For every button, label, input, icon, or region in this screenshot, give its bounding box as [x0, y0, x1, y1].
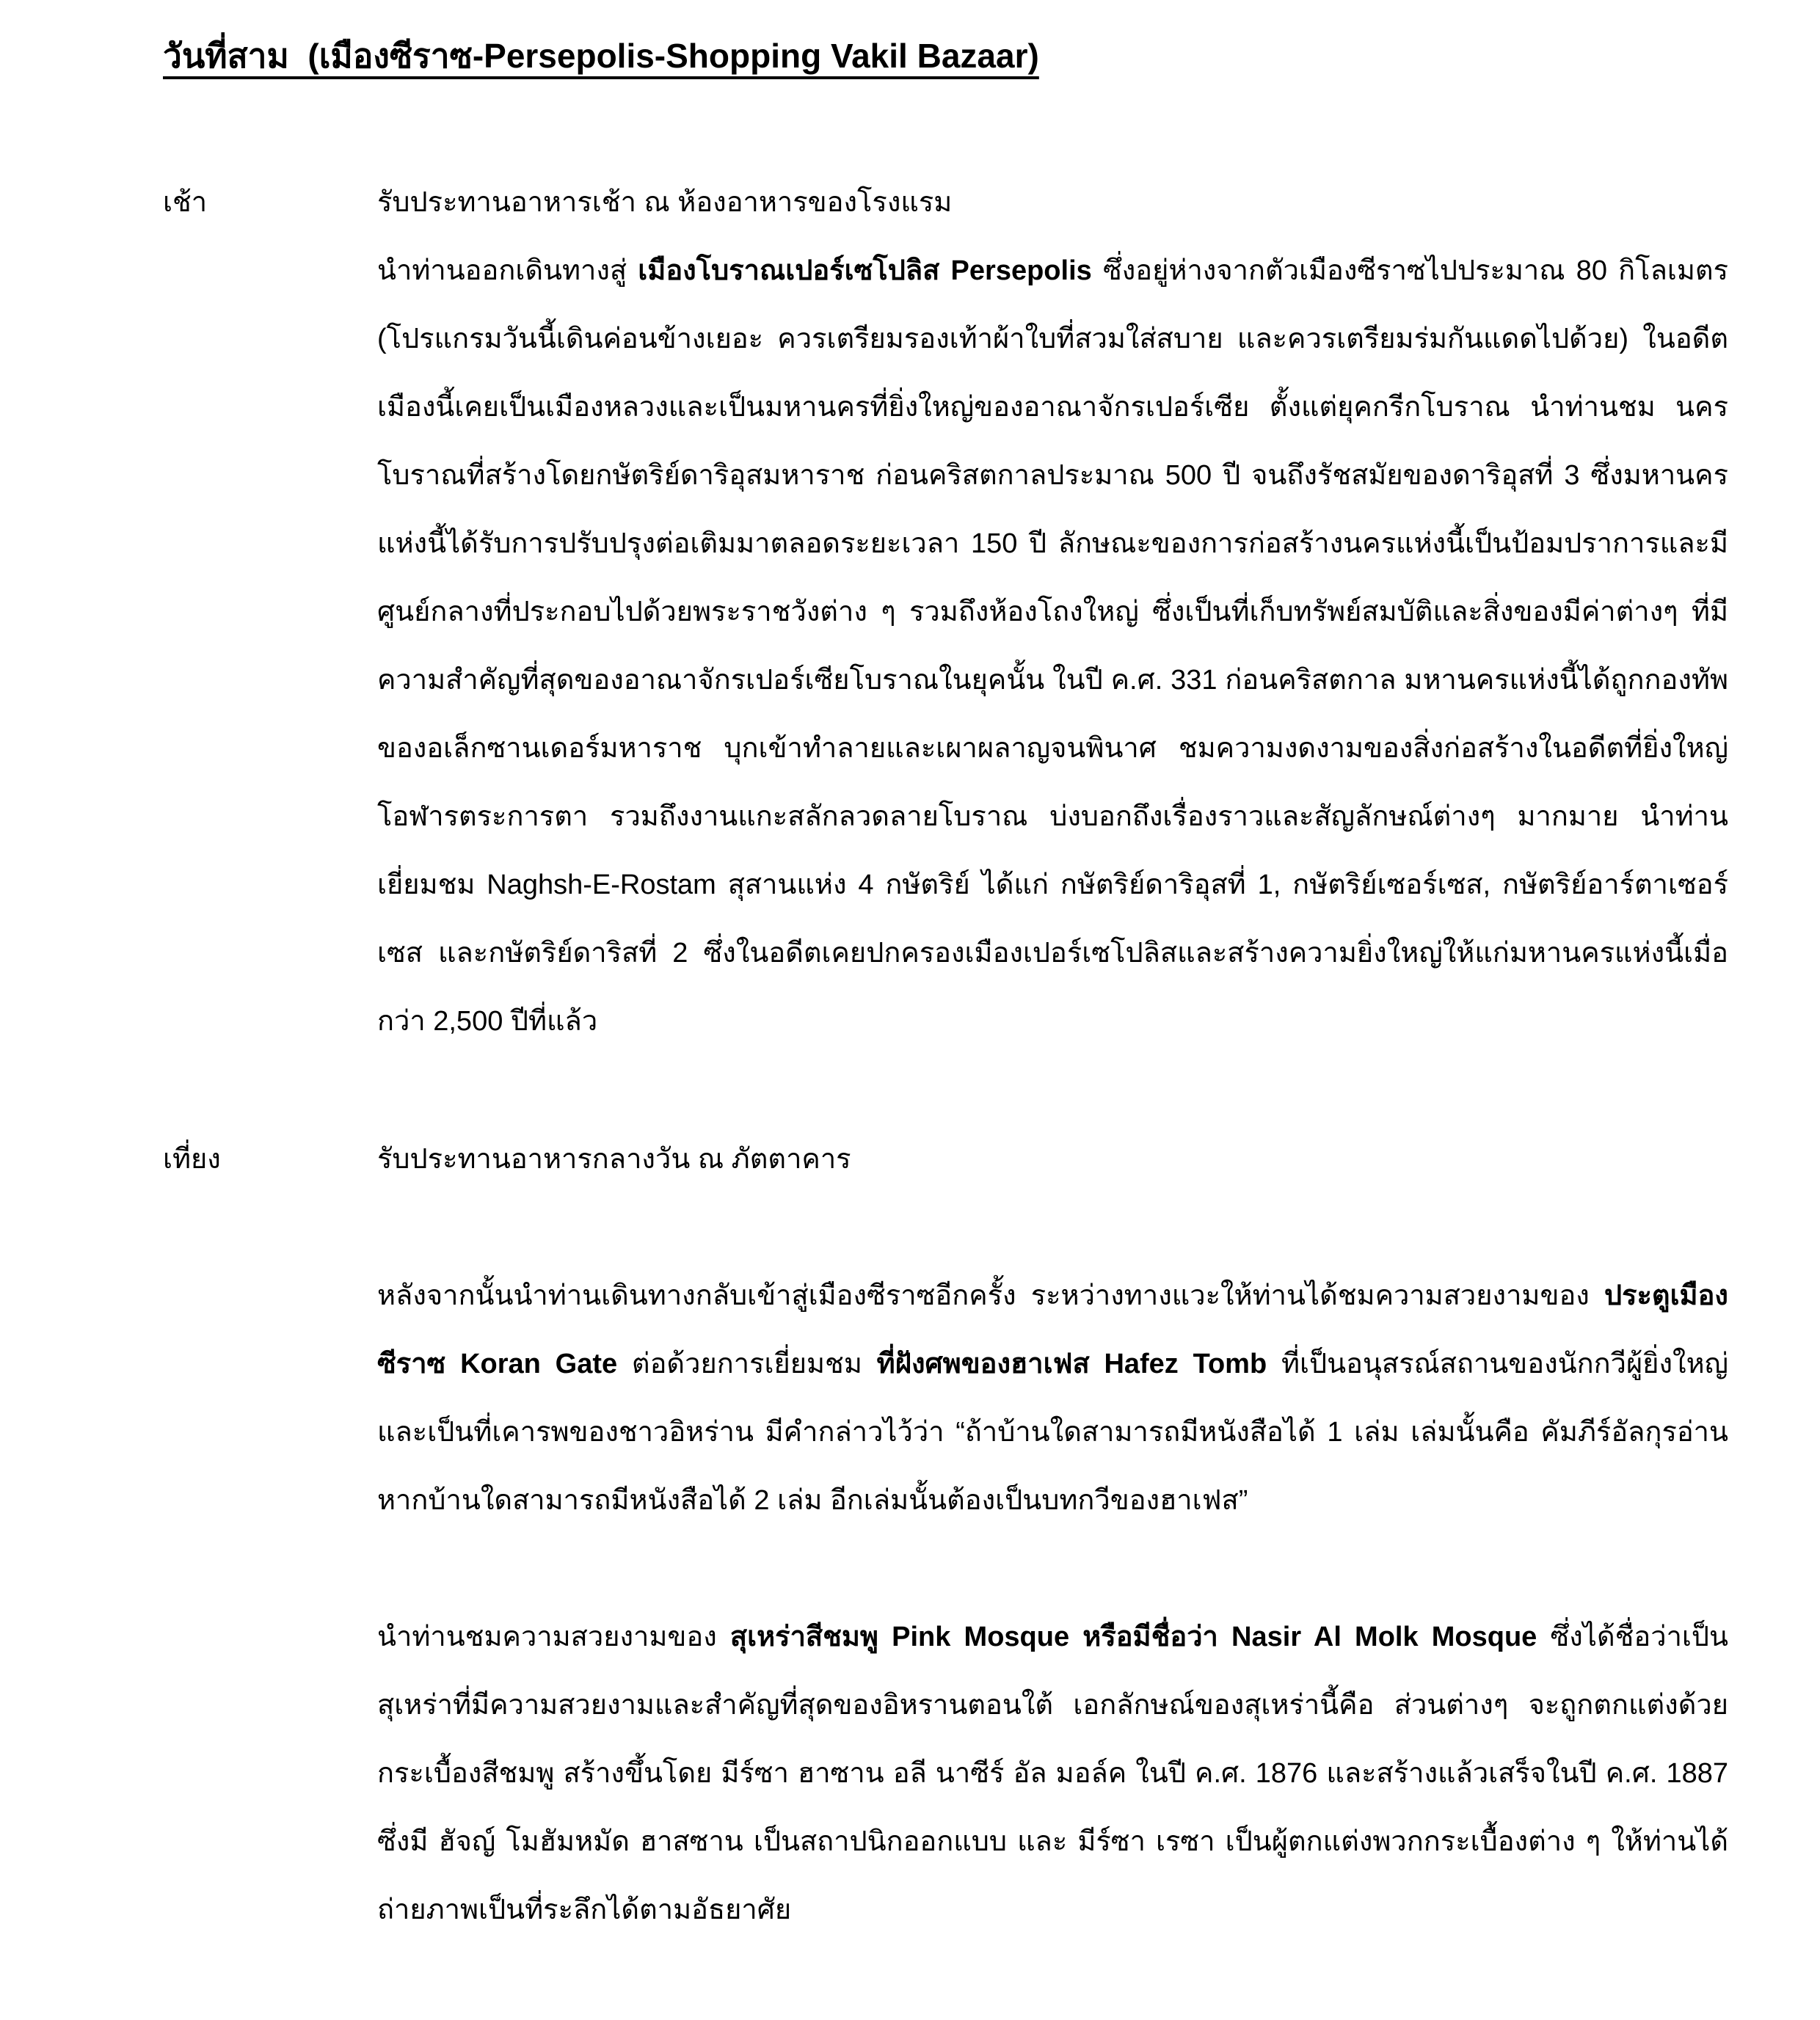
- paragraph: [377, 237, 1728, 1056]
- paragraph: [377, 169, 1728, 237]
- text-segment: นำท่านออกเดินทางสู่: [377, 255, 638, 286]
- text-segment: นำท่านชมความสวยงามของ: [377, 1622, 730, 1652]
- paragraph: [377, 1603, 1728, 1944]
- paragraph: [377, 1126, 1728, 1194]
- text-segment: หลังจากนั้นนำท่านเดินทางกลับเข้าสู่เมืองซีราซอีกครั้ง ระหว่างทางแวะให้ท่านได้ชมความสวยงามของ: [377, 1280, 1604, 1311]
- bold-text-segment: สุเหร่าสีชมพู Pink Mosque หรือมีชื่อว่า Nasir Al Molk Mosque: [729, 1622, 1537, 1652]
- time-label: เช้า: [163, 187, 208, 218]
- text-segment: ซึ่งอยู่ห่างจากตัวเมืองซีราซไปประมาณ 80 กิโลเมตร (โปรแกรมวันนี้เดินค่อนข้างเยอะ ควรเตรียมรองเท้าผ้าใบที่สวมใส่สบาย และควรเตรียมร่มกันแดดไปด้วย) ในอดีตเมืองนี้เคยเป็นเมืองหลวงและเป็นมหานครที่ยิ่งใหญ่ของอาณาจักรเปอร์เซีย ตั้งแต่ยุคกรีกโบราณ นำท่านชม นครโบราณที่สร้างโดยกษัตริย์ดาริอุสมหาราช ก่อนคริสตกาลประมาณ 500 ปี จนถึงรัชสมัยของดาริอุสที่ 3 ซึ่งมหานครแห่งนี้ได้รับการปรับปรุงต่อเติมมาตลอดระยะเวลา 150 ปี ลักษณะของการก่อสร้างนครแห่งนี้เป็นป้อมปราการและมีศูนย์กลางที่ประกอบไปด้วยพระราชวังต่าง ๆ รวมถึงห้องโถงใหญ่ ซึ่งเป็นที่เก็บทรัพย์สมบัติและสิ่งของมีค่าต่างๆ ที่มีความสำคัญที่สุดของอาณาจักรเปอร์เซียโบราณในยุคนั้น ในปี ค.ศ. 331 ก่อนคริสตกาล มหานครแห่งนี้ได้ถูกกองทัพของอเล็กซานเดอร์มหาราช บุกเข้าทำลายและเผาผลาญจนพินาศ ชมความงดงามของสิ่งก่อสร้างในอดีตที่ยิ่งใหญ่โอฬารตระการตา รวมถึงงานแกะสลักลวดลายโบราณ บ่งบอกถึงเรื่องราวและสัญลักษณ์ต่างๆ มากมาย นำท่านเยี่ยมชม Naghsh-E-Rostam สุสานแห่ง 4 กษัตริย์ ได้แก่ กษัตริย์ดาริอุสที่ 1, กษัตริย์เซอร์เซส, กษัตริย์อาร์ตาเซอร์เซส และกษัตริย์ดาริสที่ 2 ซึ่งในอดีตเคยปกครองเมืองเปอร์เซโปลิสและสร้างความยิ่งใหญ่ให้แก่มหานครแห่งนี้เมื่อกว่า 2,500 ปีที่แล้ว: [377, 255, 1728, 1037]
- text-segment: รับประทานอาหารกลางวัน ณ ภัตตาคาร: [377, 1144, 851, 1175]
- bold-text-segment: ประตูเมืองซีราซ Koran Gate: [377, 1280, 1728, 1379]
- bold-text-segment: ที่ฝังศพของฮาเฟส Hafez Tomb: [876, 1349, 1267, 1379]
- section-content: [377, 169, 1728, 1056]
- paragraph: [377, 1262, 1728, 1535]
- bold-text-segment: เมืองโบราณเปอร์เซโปลิส Persepolis: [638, 255, 1092, 286]
- text-segment: รับประทานอาหารเช้า ณ ห้องอาหารของโรงแรม: [377, 187, 953, 218]
- itinerary-section: [163, 1126, 1728, 1944]
- time-label: เที่ยง: [163, 1144, 221, 1175]
- text-segment: ที่เป็นอนุสรณ์สถานของนักกวีผู้ยิ่งใหญ่ และเป็นที่เคารพของชาวอิหร่าน มีคำกล่าวไว้ว่า “ถ้าบ้านใดสามารถมีหนังสือได้ 1 เล่ม เล่มนั้นคือ คัมภีร์อัลกุรอ่าน หากบ้านใดสามารถมีหนังสือได้ 2 เล่ม อีกเล่มนั้นต้องเป็นบทกวีของฮาเฟส”: [377, 1349, 1729, 1516]
- section-content: [377, 1126, 1728, 1944]
- itinerary-body: [163, 169, 1728, 1944]
- page-title: วันที่สาม (เมืองซีราซ-Persepolis-Shopping Vakil Bazaar): [163, 37, 1039, 75]
- itinerary-section: [163, 169, 1728, 1056]
- text-segment: ต่อด้วยการเยี่ยมชม: [617, 1349, 877, 1379]
- text-segment: ซึ่งได้ชื่อว่าเป็นสุเหร่าที่มีความสวยงามและสำคัญที่สุดของอิหรานตอนใต้ เอกลักษณ์ของสุเหร่านี้คือ ส่วนต่างๆ จะถูกตกแต่งด้วยกระเบื้องสีชมพู สร้างขึ้นโดย มีร์ซา ฮาซาน อลี นาซีร์ อัล มอล์ค ในปี ค.ศ. 1876 และสร้างแล้วเสร็จในปี ค.ศ. 1887 ซึ่งมี ฮัจญ์ โมฮัมหมัด ฮาสซาน เป็นสถาปนิกออกแบบ และ มีร์ซา เรซา เป็นผู้ตกแต่งพวกกระเบื้องต่าง ๆ ให้ท่านได้ถ่ายภาพเป็นที่ระลึกได้ตามอัธยาศัย: [377, 1622, 1729, 1925]
